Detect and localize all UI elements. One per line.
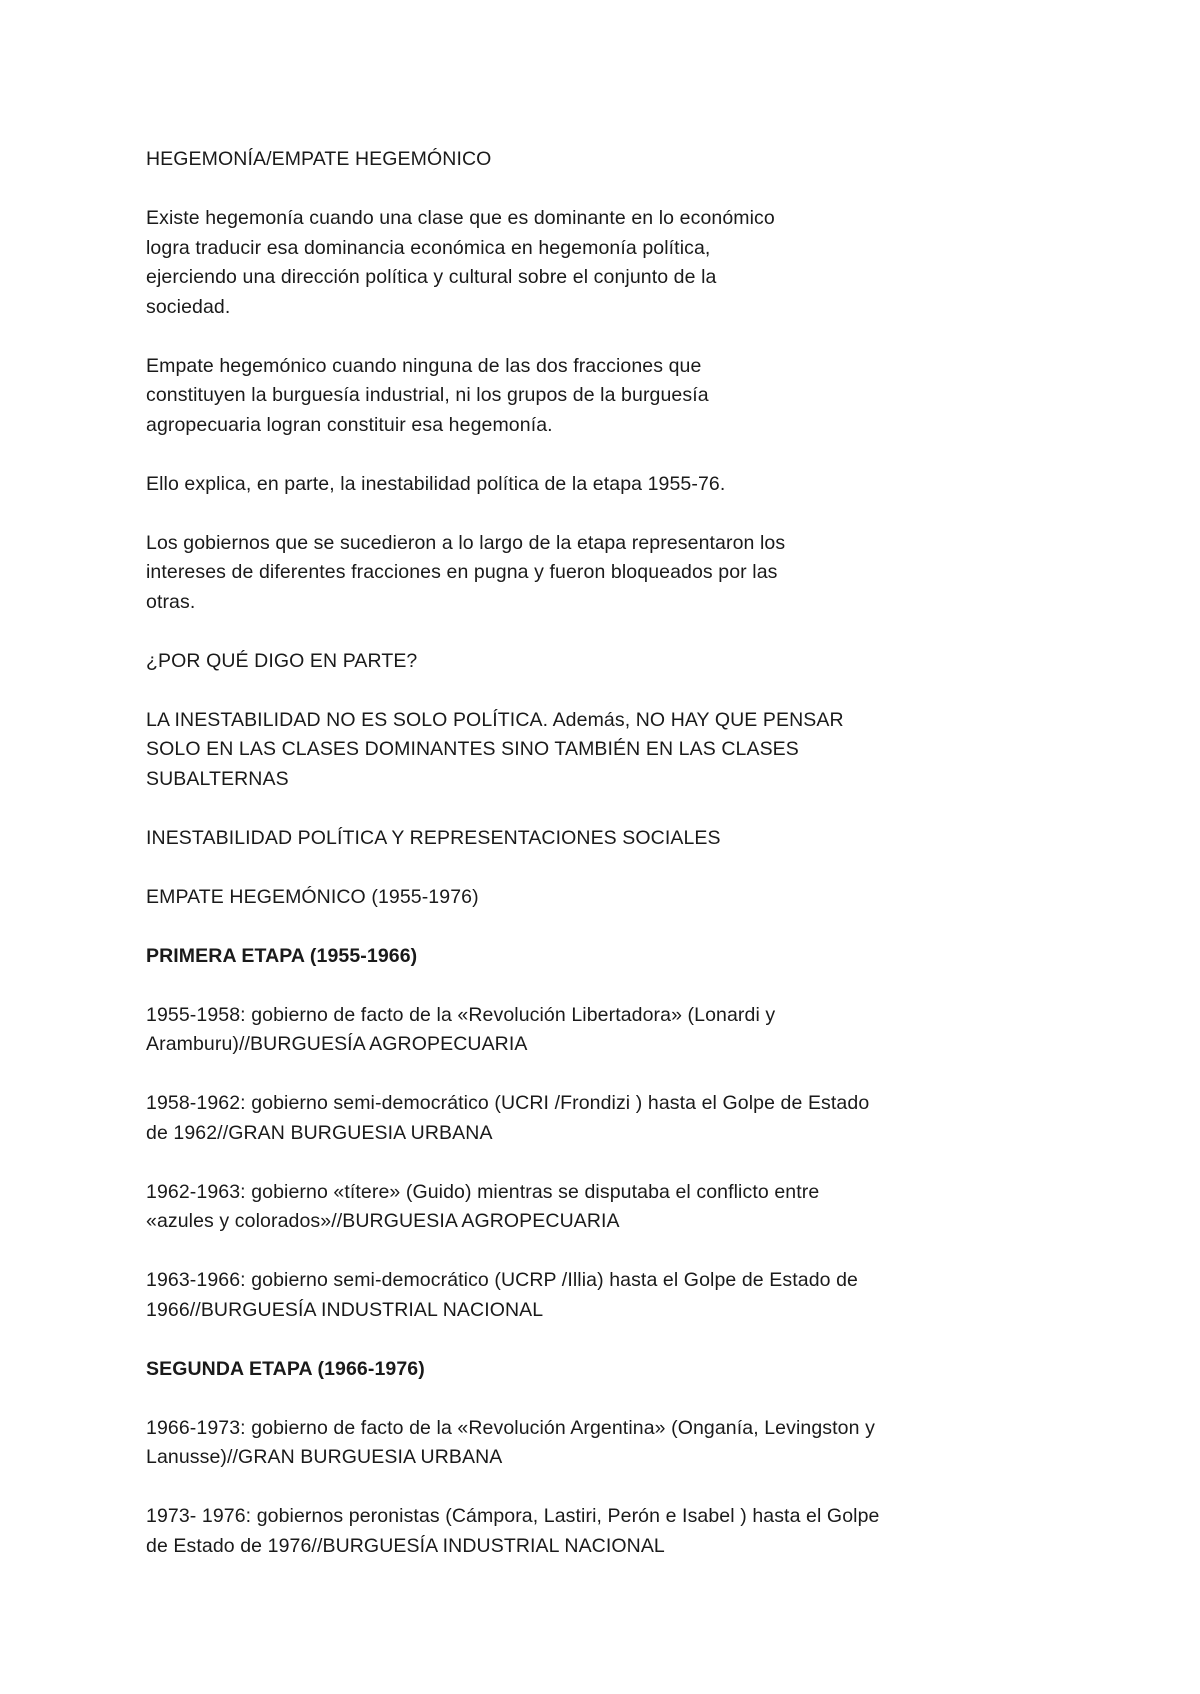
timeline-line: de 1962//GRAN BURGUESIA URBANA [146, 1121, 493, 1144]
paragraph-line: LA INESTABILIDAD NO ES SOLO POLÍTICA. Además, NO HAY QUE PENSAR [146, 708, 844, 731]
paragraph-empate-definition [146, 352, 1006, 441]
timeline-line: Aramburu)//BURGUESÍA AGROPECUARIA [146, 1033, 528, 1055]
paragraph-line: Existe hegemonía cuando una clase que es dominante en lo económico [146, 207, 775, 229]
paragraph-not-only-political [146, 706, 1006, 795]
paragraph-line: constituyen la burguesía industrial, ni los grupos de la burguesía [146, 384, 709, 406]
timeline-line: Lanusse)//GRAN BURGUESIA URBANA [146, 1446, 503, 1468]
spacer [146, 499, 1006, 529]
spacer [146, 971, 1006, 1001]
paragraph-line: Empate hegemónico cuando ninguna de las dos fracciones que [146, 354, 702, 377]
spacer [146, 1325, 1006, 1355]
timeline-line: 1966-1973: gobierno de facto de la «Revolución Argentina» (Onganía, Levingston y [146, 1416, 875, 1439]
paragraph-line: SUBALTERNAS [146, 767, 289, 790]
section-heading: INESTABILIDAD POLÍTICA Y REPRESENTACIONES SOCIALES [146, 826, 721, 849]
spacer [146, 912, 1006, 942]
timeline-line: de Estado de 1976//BURGUESÍA INDUSTRIAL NACIONAL [146, 1534, 665, 1557]
timeline-line: 1973- 1976: gobiernos peronistas (Cámpora, Lastiri, Perón e Isabel ) hasta el Golpe [146, 1505, 880, 1527]
timeline-entry [146, 1001, 1006, 1060]
paragraph-line: sociedad. [146, 295, 231, 318]
document-title: HEGEMONÍA/EMPATE HEGEMÓNICO [146, 148, 492, 170]
spacer [146, 175, 1006, 205]
spacer [146, 617, 1006, 647]
paragraph-line: intereses de diferentes fracciones en pugna y fueron bloqueados por las [146, 561, 778, 583]
paragraph-line: Los gobiernos que se sucedieron a lo largo de la etapa representaron los [146, 531, 786, 554]
timeline-entry [146, 1089, 1006, 1148]
timeline-entry [146, 1178, 1006, 1237]
spacer [146, 676, 1006, 706]
spacer [146, 1237, 1006, 1267]
timeline-line: 1958-1962: gobierno semi-democrático (UCRI /Frondizi ) hasta el Golpe de Estado [146, 1092, 870, 1114]
timeline-line: «azules y colorados»//BURGUESIA AGROPECUARIA [146, 1210, 620, 1232]
stage-two-heading: SEGUNDA ETAPA (1966-1976) [146, 1357, 425, 1380]
paragraph-line: logra traducir esa dominancia económica en hegemonía política, [146, 236, 711, 259]
timeline-entry [146, 1266, 1006, 1325]
paragraph-line: otras. [146, 590, 196, 613]
paragraph-governments [146, 529, 1006, 618]
spacer [146, 322, 1006, 352]
paragraph-line: SOLO EN LAS CLASES DOMINANTES SINO TAMBIÉN EN LAS CLASES [146, 738, 799, 760]
spacer [146, 1384, 1006, 1414]
question-line: ¿POR QUÉ DIGO EN PARTE? [146, 649, 418, 672]
spacer [146, 1060, 1006, 1090]
timeline-entry [146, 1414, 1006, 1473]
spacer [146, 853, 1006, 883]
paragraph-line: ejerciendo una dirección política y cultural sobre el conjunto de la [146, 266, 717, 288]
timeline-line: 1963-1966: gobierno semi-democrático (UCRP /Illia) hasta el Golpe de Estado de [146, 1269, 858, 1291]
spacer [146, 794, 1006, 824]
timeline-entry [146, 1502, 1006, 1561]
timeline-line: 1962-1963: gobierno «títere» (Guido) mientras se disputaba el conflicto entre [146, 1180, 820, 1203]
paragraph-hegemony-definition [146, 204, 1006, 322]
section-heading: EMPATE HEGEMÓNICO (1955-1976) [146, 885, 479, 908]
timeline-line: 1966//BURGUESÍA INDUSTRIAL NACIONAL [146, 1298, 544, 1321]
spacer [146, 1148, 1006, 1178]
paragraph-line: agropecuaria logran constituir esa hegemonía. [146, 413, 553, 436]
paragraph-instability: Ello explica, en parte, la inestabilidad política de la etapa 1955-76. [146, 472, 726, 495]
spacer [146, 1473, 1006, 1503]
spacer [146, 440, 1006, 470]
stage-one-heading: PRIMERA ETAPA (1955-1966) [146, 944, 418, 967]
timeline-line: 1955-1958: gobierno de facto de la «Revolución Libertadora» (Lonardi y [146, 1003, 776, 1026]
document-body [146, 145, 1006, 1561]
